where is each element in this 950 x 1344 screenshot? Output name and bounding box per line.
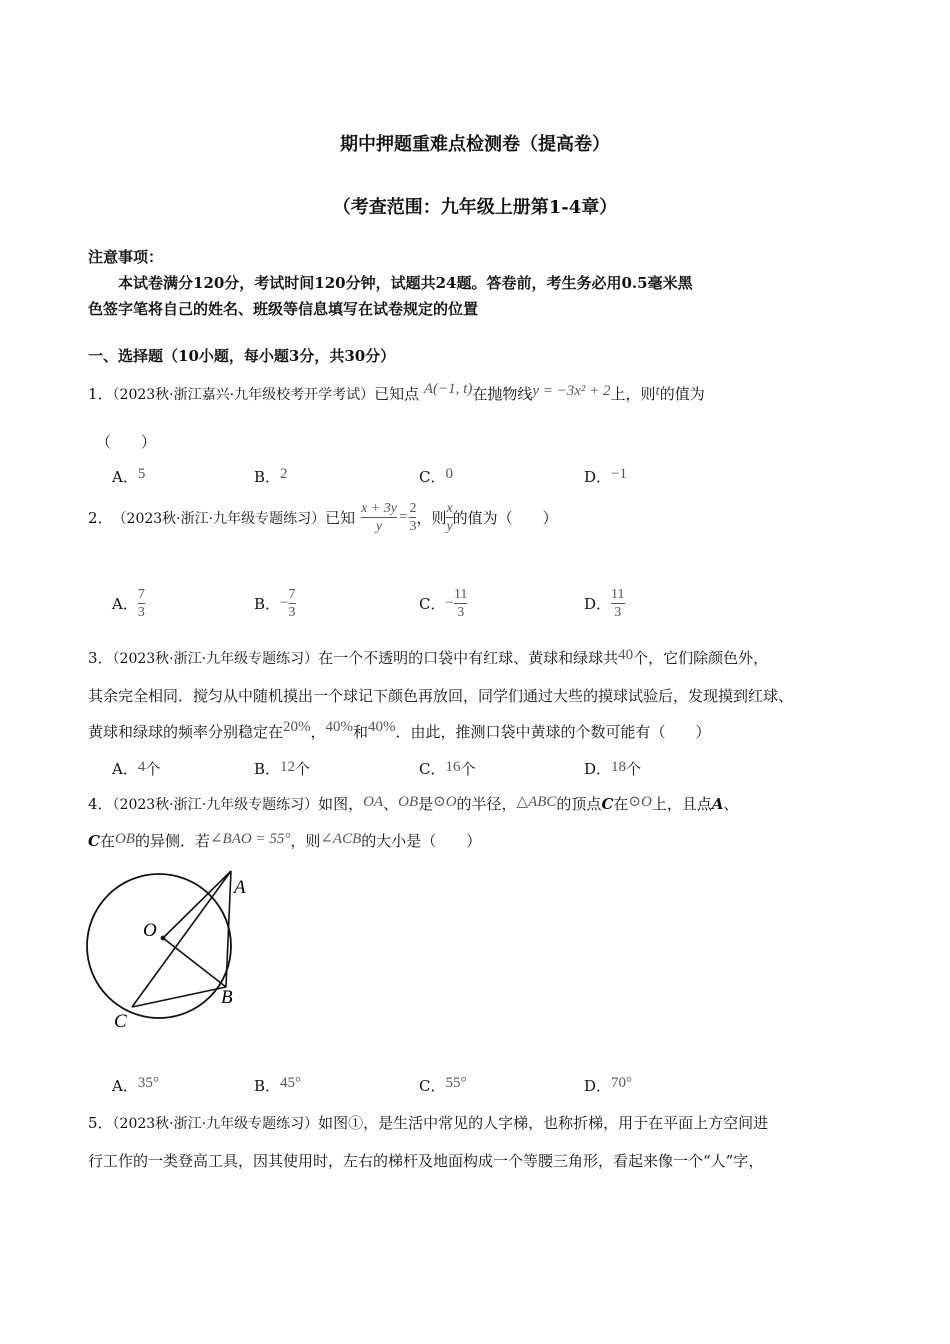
q3-option-c[interactable]: C．16个	[419, 759, 476, 778]
q3-option-a[interactable]: A．4个	[112, 759, 161, 778]
q2-equals: =	[398, 509, 408, 525]
q1-option-b[interactable]: B．2	[254, 466, 288, 486]
q4-circle-figure	[80, 868, 270, 1038]
q1-option-c[interactable]: C．0	[419, 466, 453, 486]
q4-segment-OA	[163, 871, 231, 938]
q1-number: 1．	[88, 385, 113, 403]
page-title: 期中押题重难点检测卷（提高卷）	[340, 134, 610, 155]
question-5-line1: 5．（2023秋·浙江·九年级专题练习）如图①，是生活中常见的人字梯，也称折梯，用于在平面上方空间进	[88, 1114, 769, 1132]
q3-option-d[interactable]: D．18个	[584, 759, 642, 778]
question-3-line3: 黄球和绿球的频率分别稳定在20%，40%和40%．由此，推测口袋中黄球的个数可能有（ ）	[88, 719, 711, 741]
q1-text-c: 上，则	[610, 385, 656, 403]
q4-label-O: O	[143, 920, 157, 941]
q4-option-b[interactable]: B．45°	[254, 1075, 302, 1095]
q4-label-A: A	[234, 877, 246, 898]
q1-parabola: y = −3x² + 2	[532, 383, 611, 399]
q2-number: 2．	[88, 509, 113, 527]
q4-option-d[interactable]: D．70°	[584, 1075, 633, 1095]
section-heading: 一、选择题（10小题，每小题3分，共30分）	[88, 347, 396, 365]
q2-option-d[interactable]: D． $\frac{11}{3}$	[584, 587, 625, 620]
q2-text-b: ，则	[416, 509, 447, 527]
q1-source: （2023秋·浙江嘉兴·九年级校考开学考试）	[112, 387, 375, 403]
q2-option-c[interactable]: C． − $\frac{11}{3}$	[419, 587, 468, 620]
q4-label-C: C	[114, 1011, 127, 1032]
notice-label: 注意事项：	[88, 248, 164, 266]
page-subtitle: （考查范围：九年级上册第1-4章）	[332, 197, 618, 218]
q2-option-a[interactable]: A． $\frac{7}{3}$	[112, 587, 145, 620]
q4-circle	[87, 874, 231, 1018]
q2-fraction-value: $\frac{2}{3}$	[409, 501, 417, 534]
q1-point: A(−1, t)	[423, 381, 473, 397]
q4-option-a[interactable]: A．35°	[112, 1075, 159, 1095]
q1-var: t	[655, 383, 660, 399]
q4-segment-BC	[132, 987, 226, 1007]
q2-source: （2023秋·浙江·九年级专题练习）	[112, 510, 326, 527]
question-4-line2: C在OB的异侧．若∠BAO = 55°，则∠ACB的大小是（ ）	[88, 831, 482, 850]
question-1	[88, 383, 705, 404]
question-4-line1: 4．（2023秋·浙江·九年级专题练习）如图，OA、OB是⊙O的半径，△ABC的顶点C在⊙O上，且点A、	[88, 794, 739, 813]
question-3-line1: 3．（2023秋·浙江·九年级专题练习）在一个不透明的口袋中有红球、黄球和绿球共40个，它们除颜色外，	[88, 647, 769, 667]
q1-text-a: 已知点	[374, 385, 420, 403]
q4-segment-OB	[163, 938, 226, 987]
q2-fraction-given: $\frac{x + 3y}{y}$	[361, 501, 397, 534]
question-3-line2: 其余完全相同．搅匀从中随机摸出一个球记下颜色再放回，同学们通过大些的摸球试验后，发现摸到红球、	[88, 687, 794, 705]
question-5-line2: 行工作的一类登高工具，因其使用时，左右的梯杆及地面构成一个等腰三角形，看起来像一个“人”字，	[88, 1152, 764, 1170]
q1-option-a[interactable]: A．5	[112, 466, 146, 486]
q4-segment-AB	[226, 871, 231, 987]
q1-answer-paren: （ ）	[96, 433, 157, 451]
q2-fraction-asked: $\frac{x}{y}$	[446, 501, 453, 534]
q3-option-b[interactable]: B．12个	[254, 759, 311, 778]
q2-text-c: 的值为（ ）	[452, 509, 558, 527]
q4-center-point	[161, 936, 166, 941]
q4-label-B: B	[221, 987, 233, 1008]
q4-option-c[interactable]: C．55°	[419, 1075, 467, 1095]
q2-text-a: 已知	[325, 509, 356, 527]
q1-text-b: 在抛物线	[472, 385, 533, 403]
q2-option-b[interactable]: B． − $\frac{7}{3}$	[254, 587, 296, 620]
notice-text-line2: 色签字笔将自己的姓名、班级等信息填写在试卷规定的位置	[88, 300, 479, 318]
q1-text-d: 的值为	[659, 385, 705, 403]
question-2	[88, 500, 558, 535]
notice-text-line1: 本试卷满分120分，考试时间120分钟，试题共24题。答卷前，考生务必用0.5毫米黑	[118, 274, 693, 292]
q1-option-d[interactable]: D．−1	[584, 466, 627, 486]
